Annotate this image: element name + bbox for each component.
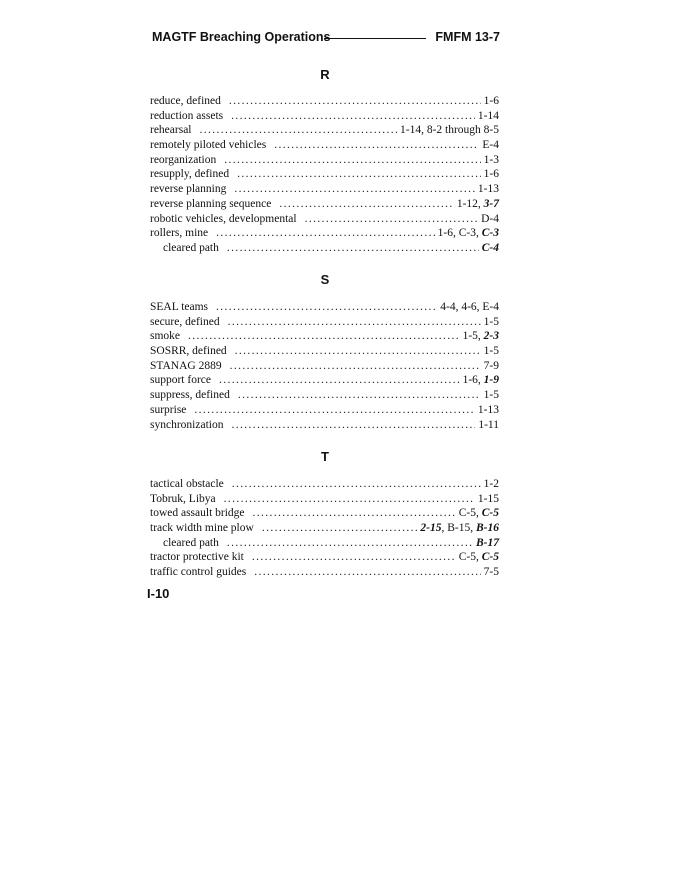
index-page-refs (478, 109, 499, 124)
index-term: robotic vehicles, developmental (150, 212, 297, 225)
index-entry (150, 138, 499, 153)
dot-leader (305, 212, 479, 227)
index-entry (150, 123, 499, 138)
index-page-refs (484, 344, 499, 359)
page-ref: 1-13 (477, 183, 499, 196)
dot-leader (279, 197, 453, 212)
index-page-refs (459, 550, 499, 565)
index-entry (150, 167, 499, 182)
index-page-refs (476, 536, 499, 551)
page-ref: 1-6, C-3, (437, 227, 482, 240)
dot-leader (253, 506, 456, 521)
index-entry (150, 197, 499, 212)
dot-leader (237, 167, 481, 182)
index-term: reverse planning (150, 183, 227, 196)
index-page-refs (457, 197, 499, 212)
index-term: resupply, defined (150, 168, 230, 181)
page-ref-bold: 1-9 (483, 374, 499, 387)
index-page-refs (478, 403, 499, 418)
index-page-refs (484, 315, 499, 330)
index-page-refs (484, 388, 499, 403)
index-section-r (150, 94, 499, 256)
page-ref: C-5, (458, 551, 482, 564)
dot-leader (216, 226, 435, 241)
page-ref-bold: C-5 (481, 551, 499, 564)
index-section-s (150, 300, 499, 432)
index-entry (150, 241, 499, 256)
index-term: reduce, defined (150, 95, 221, 107)
index-entry (150, 388, 499, 403)
page-ref: 1-11 (478, 418, 499, 431)
index-page-refs (463, 373, 499, 388)
index-page-refs (482, 241, 499, 256)
index-entry (150, 315, 499, 330)
page-ref: 1-5, (462, 330, 484, 343)
index-entry (150, 182, 499, 197)
section-letter-s: S (320, 272, 330, 287)
index-term: cleared path (163, 241, 219, 254)
dot-leader (232, 477, 481, 492)
dot-leader (230, 359, 481, 374)
index-page-refs (420, 521, 499, 536)
index-section-t (150, 477, 499, 580)
index-term: cleared path (163, 536, 219, 549)
page-ref-bold: C-4 (481, 241, 499, 254)
index-term: tractor protective kit (150, 551, 244, 564)
page-ref: 1-6, (462, 374, 484, 387)
dot-leader (274, 138, 479, 153)
index-term: tactical obstacle (150, 478, 224, 490)
dot-leader (224, 492, 475, 507)
index-entry (150, 550, 499, 565)
page-ref: D-4 (481, 212, 499, 225)
dot-leader (234, 182, 475, 197)
index-term: remotely piloted vehicles (150, 139, 267, 152)
index-term: surprise (150, 403, 187, 416)
dot-leader (238, 388, 481, 403)
index-page-refs (484, 477, 499, 492)
index-page-refs (459, 506, 499, 521)
page-ref: C-5, (458, 507, 482, 520)
header-doc-id: FMFM 13-7 (435, 30, 500, 44)
index-term: STANAG 2889 (150, 359, 222, 372)
page-ref-bold: 2-3 (483, 330, 499, 343)
index-term: towed assault bridge (150, 507, 245, 520)
index-term: traffic control guides (150, 566, 247, 579)
section-letter-r: R (320, 67, 330, 82)
index-entry (150, 109, 499, 124)
page-ref: 1-2 (483, 478, 499, 490)
index-entry (150, 212, 499, 227)
index-term: reduction assets (150, 109, 224, 122)
index-term: Tobruk, Libya (150, 492, 216, 505)
index-page-refs (400, 123, 499, 138)
index-term: rehearsal (150, 124, 192, 137)
index-entry (150, 418, 499, 433)
page-ref: 1-3 (483, 153, 499, 166)
dot-leader (216, 300, 437, 315)
index-term: rollers, mine (150, 227, 209, 240)
dot-leader (262, 521, 418, 536)
dot-leader (229, 94, 481, 109)
page-ref: 1-14, 8-2 through 8-5 (399, 124, 499, 137)
dot-leader (231, 109, 475, 124)
dot-leader (224, 153, 480, 168)
index-page-refs (484, 167, 499, 182)
page-ref-bold: C-5 (481, 507, 499, 520)
page-ref: 1-5 (483, 345, 499, 358)
page-ref: 1-12, (456, 197, 484, 210)
index-page-refs (463, 329, 499, 344)
index-page-refs (478, 182, 499, 197)
dot-leader (227, 536, 473, 551)
dot-leader (231, 418, 475, 433)
running-header (152, 30, 500, 50)
section-letter-t: T (321, 449, 329, 464)
index-entry (150, 521, 499, 536)
dot-leader (219, 373, 460, 388)
index-term: secure, defined (150, 315, 220, 328)
page-ref: 1-15 (477, 492, 499, 505)
page-ref: 7-5 (483, 566, 499, 579)
page-ref: 1-5 (483, 389, 499, 402)
index-page-refs (484, 565, 499, 580)
page-ref: 1-13 (477, 403, 499, 416)
index-term: track width mine plow (150, 522, 254, 535)
dot-leader (254, 565, 480, 580)
index-entry (150, 373, 499, 388)
page-ref: E-4 (482, 139, 499, 152)
page-ref-bold: B-17 (476, 536, 499, 549)
dot-leader (188, 329, 460, 344)
dot-leader (194, 403, 474, 418)
index-term: SEAL teams (150, 301, 209, 313)
index-entry (150, 329, 499, 344)
page-ref: 7-9 (483, 359, 499, 372)
index-term: support force (150, 374, 211, 387)
index-page-refs (484, 94, 499, 109)
index-page-refs (482, 138, 499, 153)
dot-leader (200, 123, 397, 138)
index-entry (150, 300, 499, 315)
page-ref-bold: B-16 (476, 522, 499, 535)
dot-leader (252, 550, 456, 565)
index-term: reorganization (150, 153, 217, 166)
index-entry (150, 359, 499, 374)
page-ref-bold: 3-7 (483, 197, 499, 210)
page-ref-bold: 2-15 (420, 522, 442, 535)
index-term: synchronization (150, 418, 224, 431)
index-entry (150, 94, 499, 109)
index-page-refs (484, 153, 499, 168)
index-entry (150, 536, 499, 551)
page-ref: 1-5 (483, 315, 499, 328)
header-title: MAGTF Breaching Operations (152, 30, 331, 44)
page-ref-bold: C-3 (481, 227, 499, 240)
index-entry (150, 153, 499, 168)
index-page-refs (438, 226, 499, 241)
index-page-refs (478, 418, 499, 433)
dot-leader (227, 241, 479, 256)
index-term: reverse planning sequence (150, 197, 272, 210)
page-ref: 1-6 (483, 168, 499, 181)
page-ref: 1-14 (477, 109, 499, 122)
index-entry (150, 506, 499, 521)
index-entry (150, 403, 499, 418)
index-entry (150, 344, 499, 359)
page-ref: 1-6 (483, 95, 499, 107)
index-page-refs (440, 300, 499, 315)
index-page-refs (481, 212, 499, 227)
page-ref: , B-15, (441, 522, 476, 535)
index-term: SOSRR, defined (150, 345, 227, 358)
page-ref: 4-4, 4-6, E-4 (440, 301, 499, 313)
dot-leader (235, 344, 481, 359)
header-rule (324, 38, 426, 39)
index-entry (150, 565, 499, 580)
index-page-refs (478, 492, 499, 507)
dot-leader (228, 315, 481, 330)
page-number: I-10 (147, 586, 170, 601)
index-entry (150, 477, 499, 492)
index-entry (150, 226, 499, 241)
index-entry (150, 492, 499, 507)
index-page-refs (484, 359, 499, 374)
index-term: suppress, defined (150, 389, 230, 402)
index-term: smoke (150, 330, 181, 343)
